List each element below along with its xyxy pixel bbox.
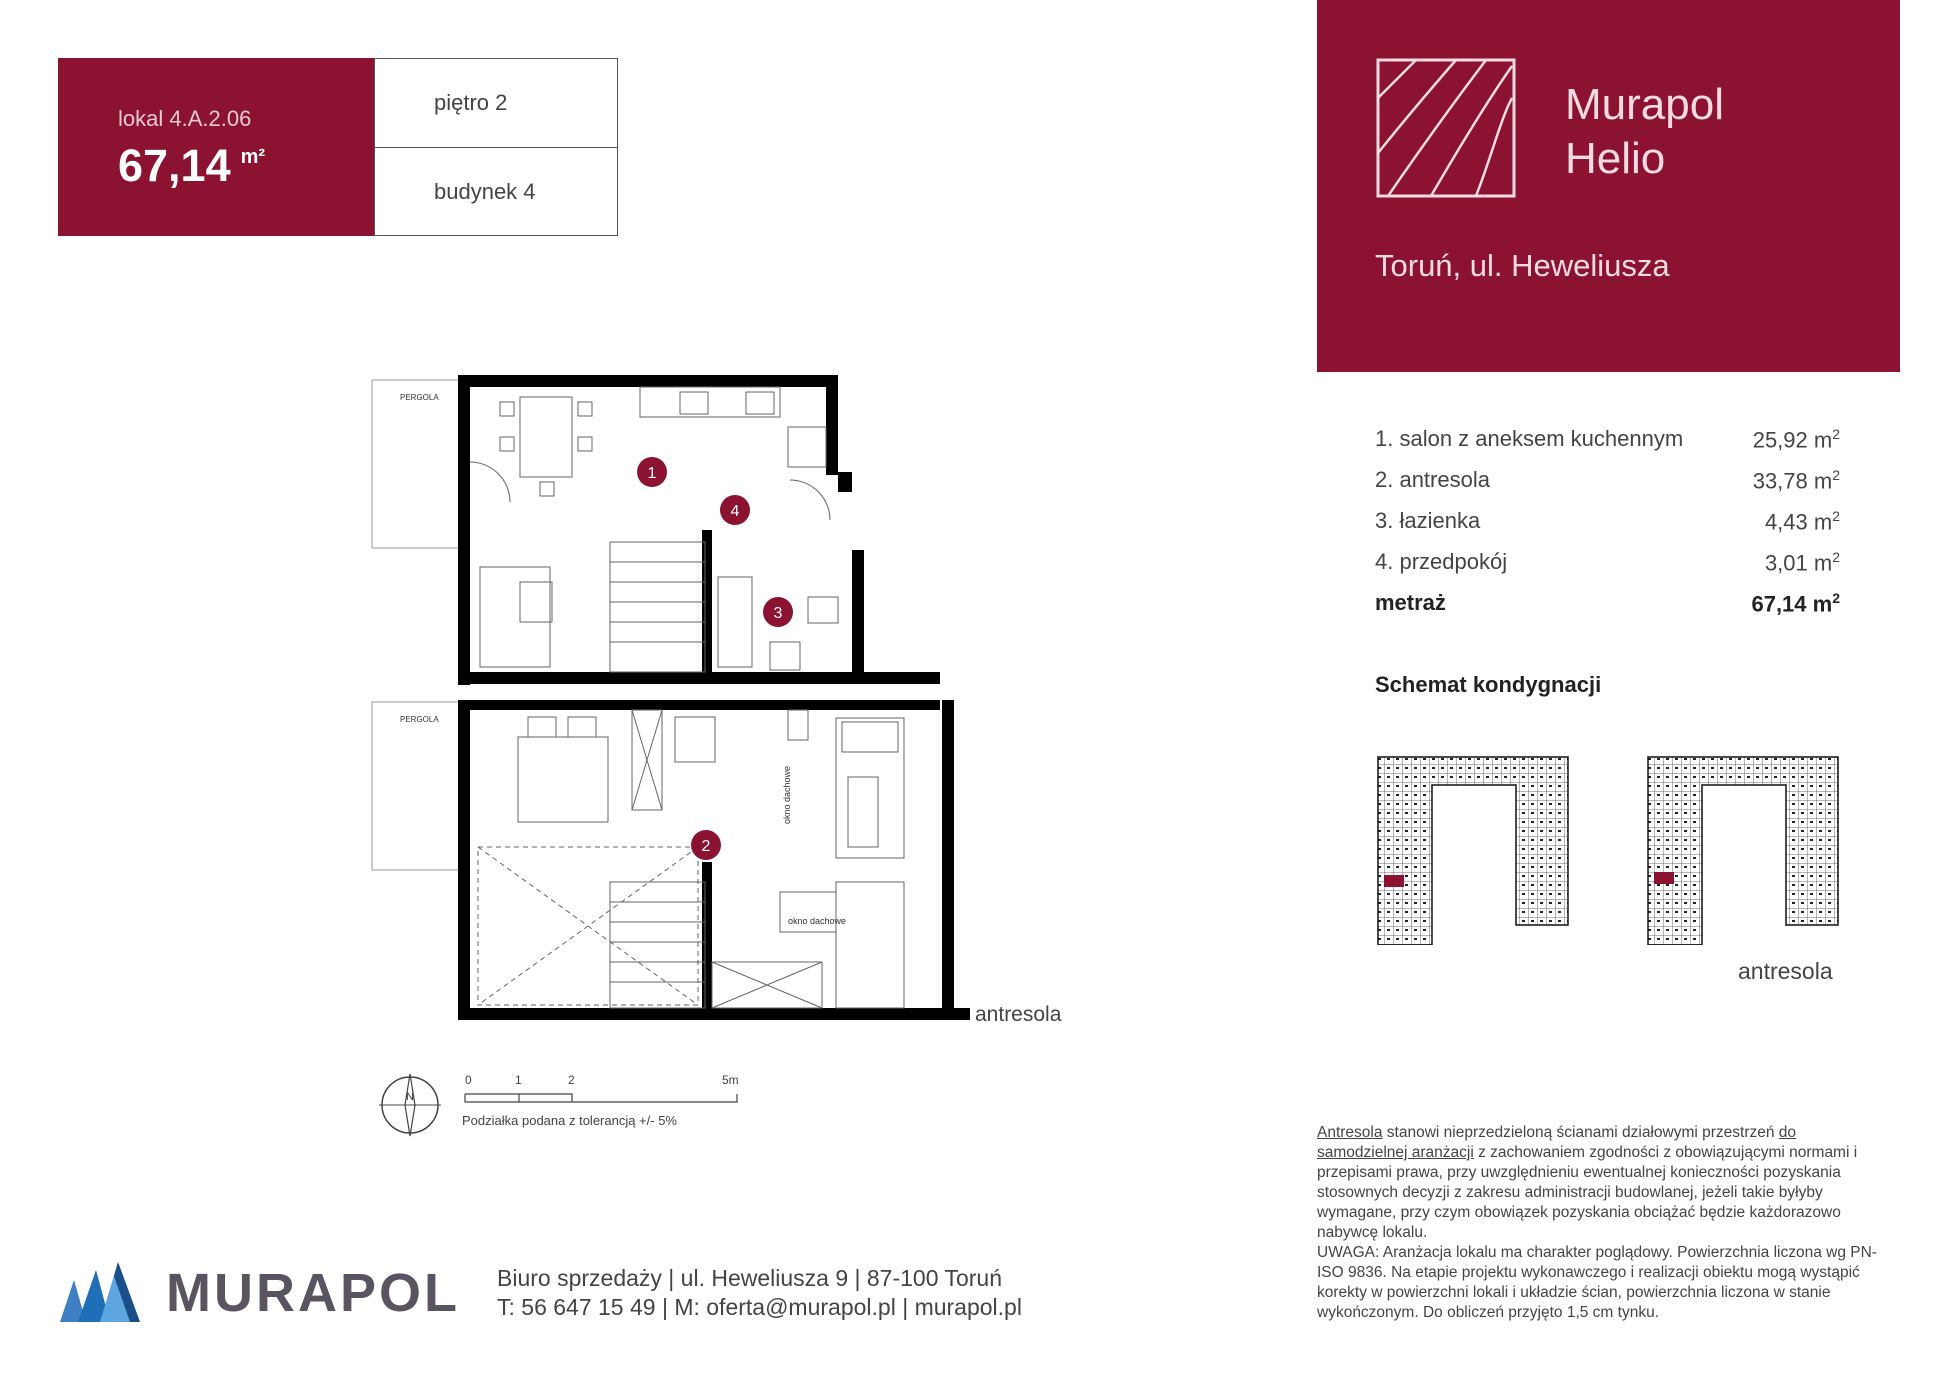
disclaimer-warning: UWAGA: Aranżacja lokalu ma charakter poglądowy. Powierzchnia liczona wg PN-ISO 9836. Na etapie projektu wykonawczego i realizacji obiektu mogą wystąpić korekty w powierzchni lokali i układzie ścian, powierzchnia liczona w stanie wykończonym. Do obliczeń przyjęto 1,5 cm tynku.: [1317, 1244, 1877, 1321]
disclaimer: Antresola stanowi nieprzedzieloną ścianami działowymi przestrzeń do samodzielnej aranżacji z zachowaniem zgodności z obowiązującymi normami i przepisami prawa, przy uwzględnieniu ewentualnej konieczności pozyskania stosownych decyzji z zakresu administracji budowlanej, jeżeli takie byłyby wymagane, przy czym obowiązek pozyskania obciążać będzie każdorazowo nabywcę lokalu. UWAGA: Aranżacja lokalu ma charakter poglądowy. Powierzchnia liczona wg PN-ISO 9836. Na etapie projektu wykonawczego i realizacji obiektu mogą wystąpić korekty w powierzchni lokali i układzie ścian, powierzchnia liczona w stanie wykończonym. Do obliczeń przyjęto 1,5 cm tynku.: [1317, 1124, 1877, 1321]
helio-logo-icon: [1376, 58, 1516, 198]
skylight-label: okno dachowe: [788, 916, 847, 926]
room-row: [1375, 467, 1840, 507]
compass-icon: [375, 1070, 445, 1140]
room-marker: [763, 597, 793, 627]
pergola-label-upper: PERGOLA: [400, 393, 439, 402]
development-name: [1565, 78, 1724, 186]
pergola-lower: [372, 702, 462, 870]
room-area: 4,43 $m^2$: [1764, 508, 1840, 535]
svg-text:2: 2: [701, 838, 711, 855]
development-name-line2: Helio: [1565, 134, 1666, 183]
room-row: [1375, 426, 1840, 466]
schemat-title: Schemat kondygnacji: [1375, 672, 1602, 697]
building-keyplan-right: [1646, 755, 1842, 945]
svg-text:4: 4: [730, 503, 740, 520]
room-marker: [637, 457, 667, 487]
pergola-upper: [372, 380, 462, 548]
svg-text:N: N: [406, 1091, 414, 1103]
svg-text:3: 3: [773, 605, 783, 622]
sales-office-address: Biuro sprzedaży | ul. Heweliusza 9 | 87-100 Toruń: [497, 1265, 1003, 1291]
total-area: 67,14 $m^2$: [1751, 590, 1840, 617]
room-name: 3. łazienka: [1375, 508, 1481, 533]
scale-bar: [462, 1068, 752, 1108]
room-name: 1. salon z aneksem kuchennym: [1375, 426, 1684, 451]
development-name-line1: Murapol: [1565, 80, 1724, 129]
total-row: [1375, 590, 1840, 630]
skylight-label: okno dachowe: [782, 765, 792, 824]
svg-text:1: 1: [515, 1073, 522, 1087]
room-marker: [720, 495, 750, 525]
plan-caption: antresola: [975, 1003, 1062, 1026]
svg-text:1: 1: [647, 465, 657, 482]
floor-label: piętro 2: [434, 90, 508, 115]
total-label: metraż: [1375, 590, 1446, 615]
room-name: 4. przedpokój: [1375, 549, 1508, 574]
disclaimer-term: Antresola: [1317, 1124, 1383, 1141]
building-label: budynek 4: [434, 179, 536, 204]
building-keyplan-left: [1376, 755, 1572, 945]
floor-plan: [370, 372, 970, 1022]
murapol-wordmark: MURAPOL: [166, 1263, 460, 1323]
room-row: [1375, 549, 1840, 589]
svg-text:5m: 5m: [722, 1073, 739, 1087]
room-row: [1375, 508, 1840, 548]
unit-area-value: 67,14: [118, 140, 231, 191]
room-name: 2. antresola: [1375, 467, 1490, 492]
room-marker: [691, 830, 721, 860]
svg-text:2: 2: [568, 1073, 575, 1087]
development-location: Toruń, ul. Heweliusza: [1375, 248, 1670, 283]
murapol-logo-icon: [60, 1262, 142, 1324]
scale-note: Podziałka podana z tolerancją +/- 5%: [462, 1113, 677, 1128]
keyplan-caption: antresola: [1738, 958, 1833, 984]
room-area: 25,92 $m^2$: [1752, 426, 1840, 453]
divider: [374, 147, 618, 148]
pergola-label-lower: PERGOLA: [400, 715, 439, 724]
unit-area-unit: m²: [240, 146, 266, 168]
unit-area: [118, 140, 265, 192]
unit-id: lokal 4.A.2.06: [118, 106, 252, 131]
room-area: 33,78 $m^2$: [1752, 467, 1840, 494]
sales-office-contact: T: 56 647 15 49 | M: oferta@murapol.pl | murapol.pl: [497, 1294, 1022, 1320]
room-area: 3,01 $m^2$: [1764, 549, 1840, 576]
svg-text:0: 0: [465, 1073, 472, 1087]
disclaimer-emphasis: do samodzielnej aranżacji: [1317, 1124, 1797, 1161]
